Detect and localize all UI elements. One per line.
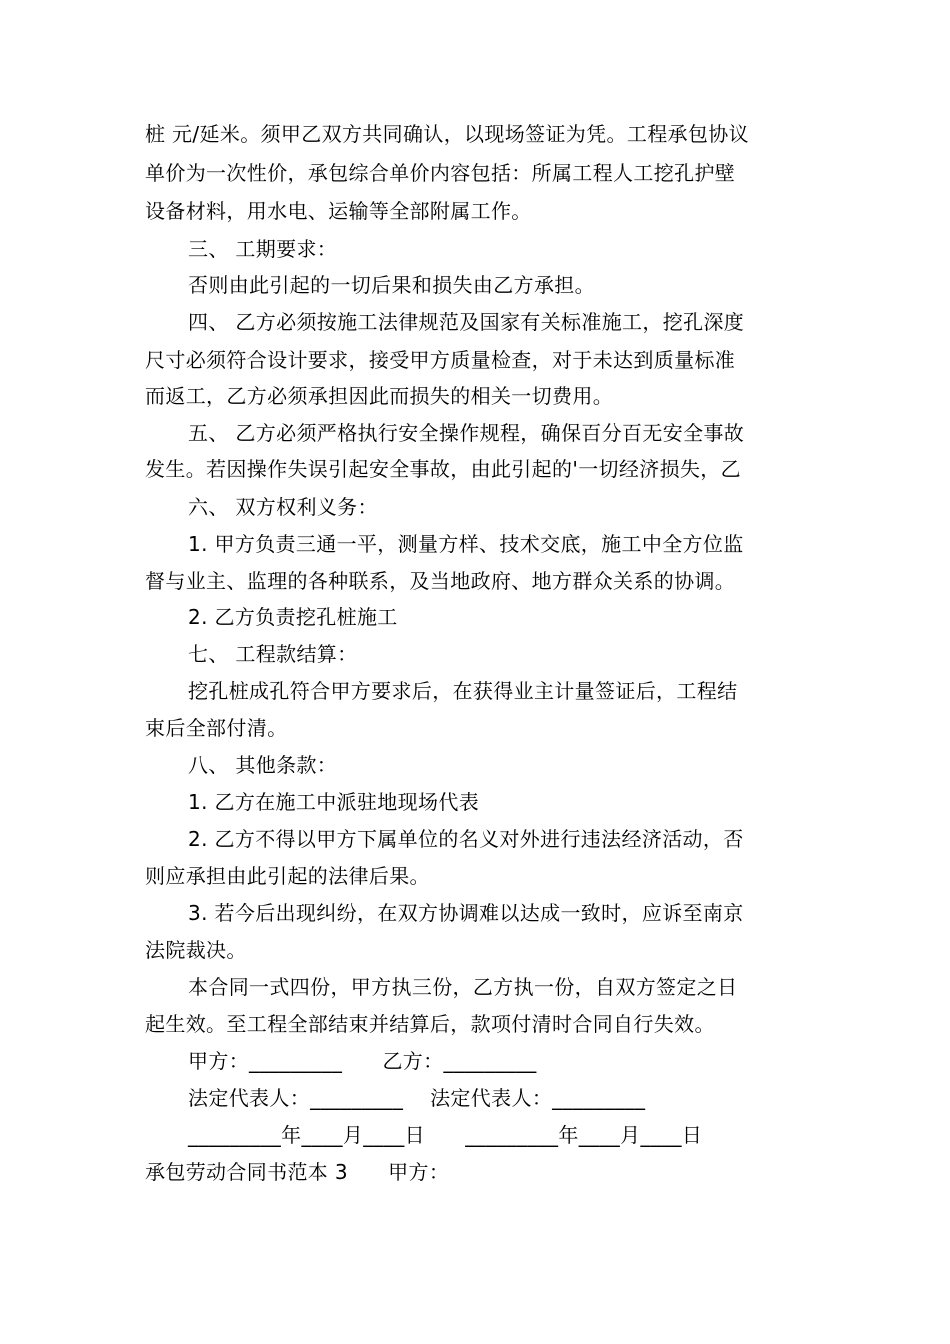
paragraph-line: 尺寸必须符合设计要求，接受甲方质量检查，对于未达到质量标准 bbox=[145, 348, 736, 372]
section-heading: 七、 工程款结算： bbox=[188, 642, 358, 666]
paragraph-line: 法院裁决。 bbox=[145, 938, 247, 962]
paragraph-line: 单价为一次性价，承包综合单价内容包括：所属工程人工挖孔护壁 bbox=[145, 161, 736, 185]
paragraph-line: 起生效。至工程全部结束并结算后，款项付清时合同自行失效。 bbox=[145, 1012, 715, 1036]
section-heading: 八、 其他条款： bbox=[188, 753, 338, 777]
section-heading: 五、 乙方必须严格执行安全操作规程，确保百分百无安全事故 bbox=[188, 421, 745, 445]
paragraph-line: 发生。若因操作失误引起安全事故，由此引起的'一切经济损失，乙 bbox=[145, 457, 741, 481]
paragraph-line: 督与业主、监理的各种联系，及当地政府、地方群众关系的协调。 bbox=[145, 569, 736, 593]
list-item: 1. 甲方负责三通一平，测量方样、技术交底，施工中全方位监 bbox=[188, 532, 744, 556]
paragraph-line: 束后全部付清。 bbox=[145, 716, 288, 740]
section-heading: 六、 双方权利义务： bbox=[188, 495, 378, 519]
list-item: 1. 乙方在施工中派驻地现场代表 bbox=[188, 790, 480, 814]
list-item: 3. 若今后出现纠纷，在双方协调难以达成一致时，应诉至南京 bbox=[188, 901, 744, 925]
paragraph-line: 设备材料，用水电、运输等全部附属工作。 bbox=[145, 199, 532, 223]
paragraph-line: 桩 元/延米。须甲乙双方共同确认，以现场签证为凭。工程承包协议 bbox=[145, 122, 749, 146]
signature-date-line: _________年____月____日 _________年____月____日 bbox=[188, 1123, 703, 1147]
signature-representative-line: 法定代表人：_________ 法定代表人：_________ bbox=[188, 1086, 646, 1110]
paragraph-line: 挖孔桩成孔符合甲方要求后，在获得业主计量签证后，工程结 bbox=[188, 679, 738, 703]
list-item: 2. 乙方负责挖孔桩施工 bbox=[188, 605, 398, 629]
paragraph-line: 而返工，乙方必须承担因此而损失的相关一切费用。 bbox=[145, 384, 614, 408]
next-section-title: 承包劳动合同书范本 3 甲方： bbox=[145, 1160, 450, 1184]
paragraph-line: 否则由此引起的一切后果和损失由乙方承担。 bbox=[188, 273, 595, 297]
signature-party-line: 甲方：_________ 乙方：_________ bbox=[188, 1049, 537, 1073]
list-item: 2. 乙方不得以甲方下属单位的名义对外进行违法经济活动，否 bbox=[188, 827, 744, 851]
section-heading: 三、 工期要求： bbox=[188, 237, 338, 261]
paragraph-line: 本合同一式四份，甲方执三份，乙方执一份，自双方签定之日 bbox=[188, 975, 738, 999]
section-heading: 四、 乙方必须按施工法律规范及国家有关标准施工，挖孔深度 bbox=[188, 310, 745, 334]
paragraph-line: 则应承担由此引起的法律后果。 bbox=[145, 864, 430, 888]
